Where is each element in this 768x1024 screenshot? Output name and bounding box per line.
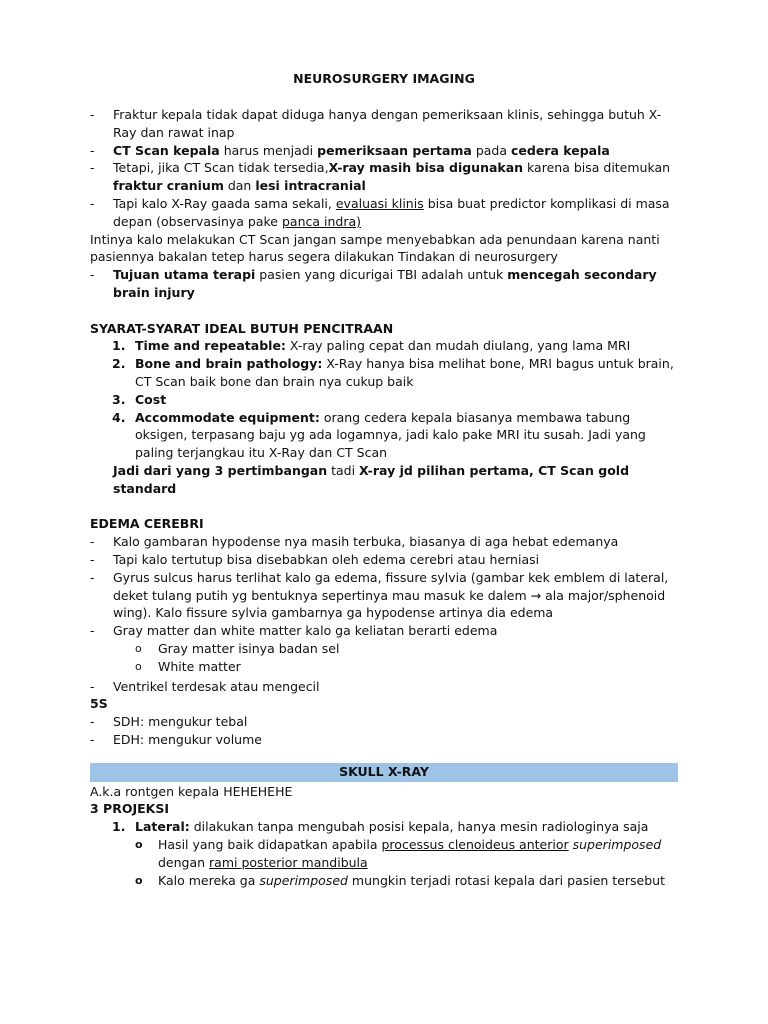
section-banner: SKULL X-RAY (90, 763, 678, 782)
list-item: - Tujuan utama terapi pasien yang dicurigai TBI adalah untuk mencegah secondary brain injury (90, 267, 657, 300)
item-number: 4. (112, 409, 126, 425)
dash-bullet: - (90, 142, 95, 158)
item-number: 2. (112, 356, 126, 372)
circle-bullet: o (135, 659, 142, 673)
item-number: 1. (112, 338, 126, 354)
dash-bullet: - (90, 534, 95, 550)
sub-list-item: o Hasil yang baik didapatkan apabila processus clenoideus anterior superimposed dengan rami posterior mandibula (135, 837, 662, 870)
item-number: 3. (112, 391, 126, 407)
page-title: NEUROSURGERY IMAGING (293, 71, 475, 86)
dash-bullet: - (90, 107, 95, 122)
section-heading: 3 PROJEKSI (90, 801, 169, 817)
spacer (90, 498, 678, 516)
dash-bullet: - (90, 678, 95, 694)
sub-list-item: o Kalo mereka ga superimposed mungkin terjadi rotasi kepala dari pasien tersebut (135, 872, 665, 888)
conclusion-text: Jadi dari yang 3 pertimbangan tadi X-ray jd pilihan pertama, CT Scan gold standard (113, 462, 630, 496)
document-content (90, 69, 678, 889)
numbered-item: 4. Accommodate equipment: orang cedera kepala biasanya membawa tabung oksigen, terpasang baju yg ada logamnya, jadi kalo pake MRI itu susah. Jadi yang paling terjangkau itu X-Ray dan CT Scan (112, 409, 646, 461)
list-item: - Fraktur kepala tidak dapat diduga hanya dengan pemeriksaan klinis, sehingga butuh X-Ray dan rawat inap (90, 107, 662, 140)
dash-bullet: - (90, 623, 95, 639)
circle-bullet: o (135, 838, 143, 852)
numbered-item: 3. Cost (112, 391, 167, 407)
circle-bullet: o (135, 873, 143, 887)
list-item: - CT Scan kepala harus menjadi pemeriksaan pertama pada cedera kepala (90, 142, 610, 158)
dash-bullet: - (90, 267, 95, 283)
item-number: 1. (112, 819, 126, 835)
numbered-item: 1. Lateral: dilakukan tanpa mengubah posisi kepala, hanya mesin radiologinya saja (112, 819, 649, 835)
numbered-item: 1. Time and repeatable: X-ray paling cepat dan mudah diulang, yang lama MRI (112, 338, 631, 354)
dash-bullet: - (90, 551, 95, 567)
circle-bullet: o (135, 641, 142, 655)
list-item: - Tetapi, jika CT Scan tidak tersedia,X-ray masih bisa digunakan karena bisa ditemukan fraktur cranium dan lesi intracranial (90, 160, 671, 194)
section-heading: 5S (90, 696, 108, 712)
list-item: - Gyrus sulcus harus terlihat kalo ga edema, fissure sylvia (gambar kek emblem di lateral, deket tulang putih yg bentuknya sepertinya mau masuk ke dalem → ala major/sphenoid wing). Kalo fissure sylvia gambarnya ga hypodense artinya dia edema (90, 569, 669, 621)
paragraph: Intinya kalo melakukan CT Scan jangan sampe menyebabkan ada penundaan karena nanti pasiennya bakalan tetep harus segera dilakukan Tindakan di neurosurgery (90, 231, 660, 265)
list-item: - EDH: mengukur volume (90, 731, 262, 747)
numbered-item: 2. Bone and brain pathology: X-Ray hanya bisa melihat bone, MRI bagus untuk brain, CT Scan baik bone dan brain nya cukup baik (112, 356, 674, 389)
list-item: - Tapi kalo tertutup bisa disebabkan oleh edema cerebri atau herniasi (90, 551, 540, 567)
list-item: - Gray matter dan white matter kalo ga keliatan berarti edema (90, 623, 498, 639)
spacer (90, 749, 678, 763)
dash-bullet: - (90, 714, 95, 730)
dash-bullet: - (90, 160, 95, 176)
section-heading: SYARAT-SYARAT IDEAL BUTUH PENCITRAAN (90, 320, 394, 336)
list-item: - Kalo gambaran hypodense nya masih terbuka, biasanya di aga hebat edemanya (90, 534, 619, 550)
list-item: - Tapi kalo X-Ray gaada sama sekali, evaluasi klinis bisa buat predictor komplikasi di masa depan (observasinya pake panca indra) (90, 195, 670, 229)
sub-list-item: o White matter (135, 658, 241, 674)
list-item: - SDH: mengukur tebal (90, 714, 248, 730)
dash-bullet: - (90, 569, 95, 585)
dash-bullet: - (90, 731, 95, 747)
section-heading: EDEMA CEREBRI (90, 516, 204, 532)
dash-bullet: - (90, 195, 95, 211)
sub-list-item: o Gray matter isinya badan sel (135, 640, 340, 656)
paragraph: A.k.a rontgen kepala HEHEHEHE (90, 783, 293, 799)
spacer (90, 302, 678, 320)
list-item: - Ventrikel terdesak atau mengecil (90, 678, 320, 694)
